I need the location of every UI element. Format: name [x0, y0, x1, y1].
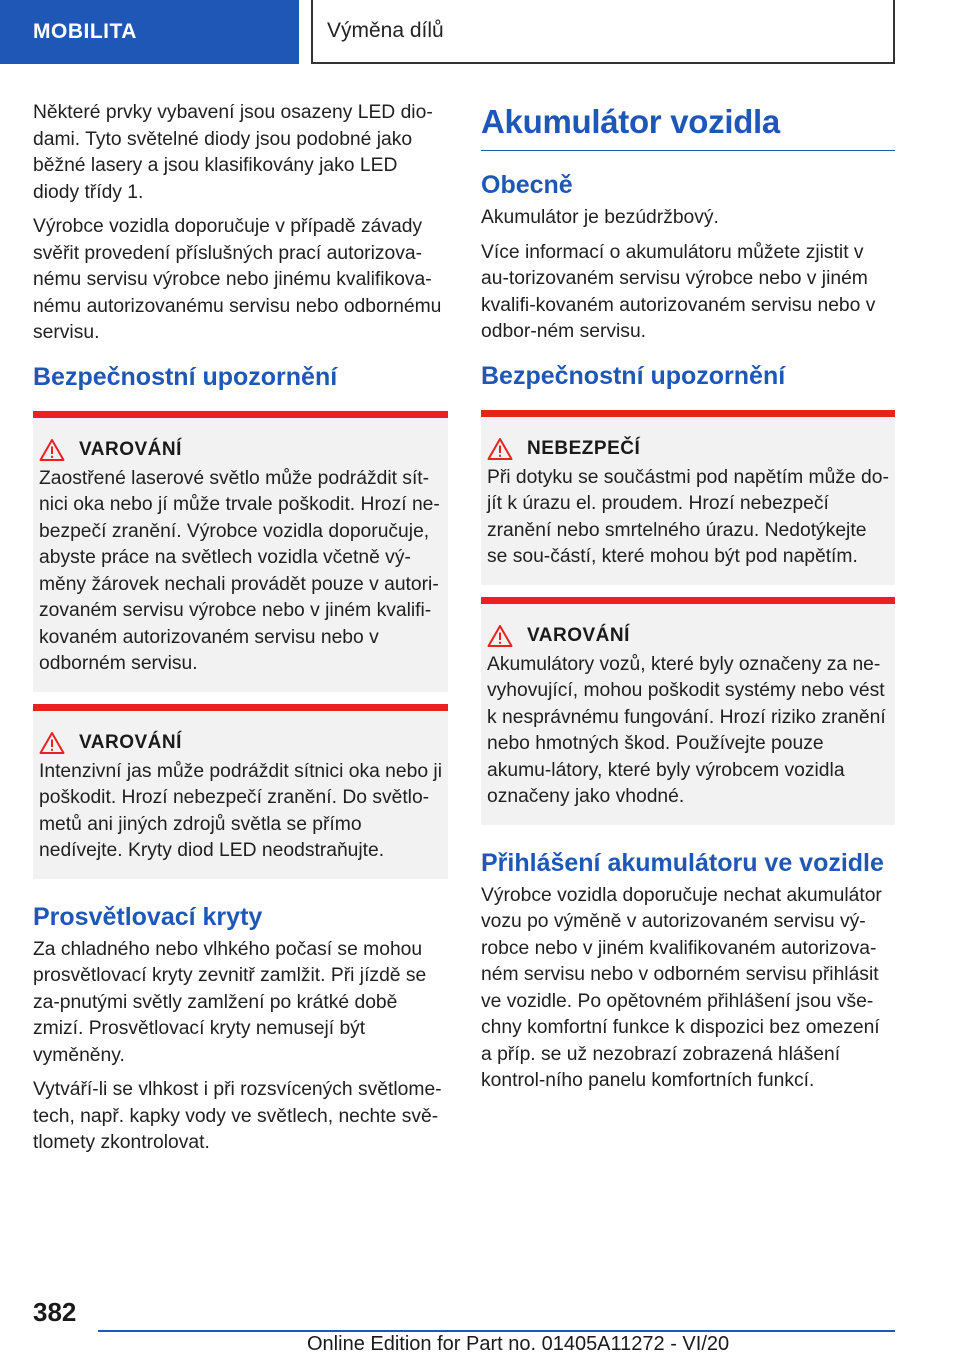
warning-triangle-icon — [487, 437, 513, 461]
warning-triangle-icon — [487, 624, 513, 648]
paragraph: Výrobce vozidla doporučuje nechat akumulátor vozu po výměně v autorizovaném servisu vý-robce nebo v jiném kvalifikovaném autorizova-ném servisu nebo v odborném servisu přihlásit ve vozidle. Po opětovném přihlášení jsou vše-chny komfortní funkce k dispozici bez omezení a příp. se už nezobrazí zobrazená hlášení kontrol-ního panelu komfortních funkcí. — [481, 884, 882, 1091]
section-heading: Přihlášení akumulátoru ve vozidle — [481, 848, 884, 877]
paragraph: Výrobce vozidla doporučuje v případě závady svěřit provedení příslušných prací autorizova-nému servisu výrobce nebo jinému kvalifikova-nému autorizovanému servisu nebo odbornému servisu. — [33, 216, 442, 343]
warning-triangle-icon — [39, 438, 65, 462]
warning-triangle-icon — [39, 731, 65, 755]
warning-title: VAROVÁNÍ — [79, 731, 182, 753]
page-number: 382 — [33, 1297, 77, 1327]
section-heading: Bezpečnostní upozornění — [481, 361, 786, 390]
right-column — [481, 100, 895, 1103]
warning-text: Akumulátory vozů, které byly označeny za ne-vyhovující, mohou poškodit systémy nebo vést k nesprávnému fungování. Hrozí riziko zranění nebo hmotných škod. Používejte pouze akumu-látory, které byly výrobcem vozidla označeny jako vhodné. — [487, 653, 886, 807]
section-tab — [0, 0, 299, 64]
warning-box — [33, 411, 448, 692]
footer-edition: Online Edition for Part no. 01405A11272 - VI/20 — [307, 1333, 730, 1355]
warning-box — [33, 704, 448, 879]
warning-title: VAROVÁNÍ — [527, 624, 630, 646]
warning-title: VAROVÁNÍ — [79, 438, 182, 460]
paragraph: Více informací o akumulátoru můžete zjistit v au-torizovaném servisu výrobce nebo v jiném kvalifi-kovaném autorizovaném servisu nebo v odbor-ném servisu. — [481, 241, 876, 342]
danger-text: Při dotyku se součástmi pod napětím může do-jít k úrazu el. proudem. Hrozí nebezpečí zranění nebo smrtelného úrazu. Nedotýkejte se sou-částí, které mohou být pod napětím. — [487, 466, 889, 567]
warning-text: Zaostřené laserové světlo může podráždit sít-nici oka nebo jí může trvale poškodit. Hrozí ne-bezpečí zranění. Výrobce vozidla doporučuje, abyste práce na světlech vozidla včetně vý-měny žárovek nechali provádět pouze v autori-zovaném servisu výrobce nebo v jiném kvalifi-kovaném autorizovaném servisu nebo v odborném servisu. — [39, 467, 440, 674]
danger-title: NEBEZPEČÍ — [527, 437, 641, 459]
warning-box — [481, 597, 895, 825]
warning-text: Intenzivní jas může podráždit sítnici oka nebo ji poškodit. Hrozí nebezpečí zranění. Do světlo-metů ani jiných zdrojů světla se přímo nedívejte. Kryty diod LED neodstraňujte. — [39, 760, 442, 861]
section-label: MOBILITA — [33, 20, 137, 43]
footer-divider — [98, 1330, 895, 1332]
section-heading: Obecně — [481, 171, 573, 199]
left-column — [33, 100, 448, 1165]
chapter-title: Akumulátor vozidla — [481, 100, 895, 151]
paragraph: Některé prvky vybavení jsou osazeny LED dio-dami. Tyto světelné diody jsou podobné jako běžné lasery a jsou klasifikovány jako LED diody třídy 1. — [33, 102, 433, 203]
paragraph: Vytváří-li se vlhkost i při rozsvícených světlome-tech, např. kapky vody ve světlech, nechte svě-tlomety zkontrolovat. — [33, 1079, 442, 1153]
chapter-label: Výměna dílů — [327, 19, 444, 42]
chapter-header — [311, 0, 895, 64]
danger-box — [481, 410, 895, 585]
section-heading: Prosvětlovací kryty — [33, 902, 263, 931]
section-heading: Bezpečnostní upozornění — [33, 362, 338, 391]
paragraph: Za chladného nebo vlhkého počasí se mohou prosvětlovací kryty zevnitř zamlžit. Při jízdě se za-pnutými světly zamlžení po krátké době zmizí. Prosvětlovací kryty nemusejí být vyměněny. — [33, 938, 427, 1066]
paragraph: Akumulátor je bezúdržbový. — [481, 207, 719, 228]
